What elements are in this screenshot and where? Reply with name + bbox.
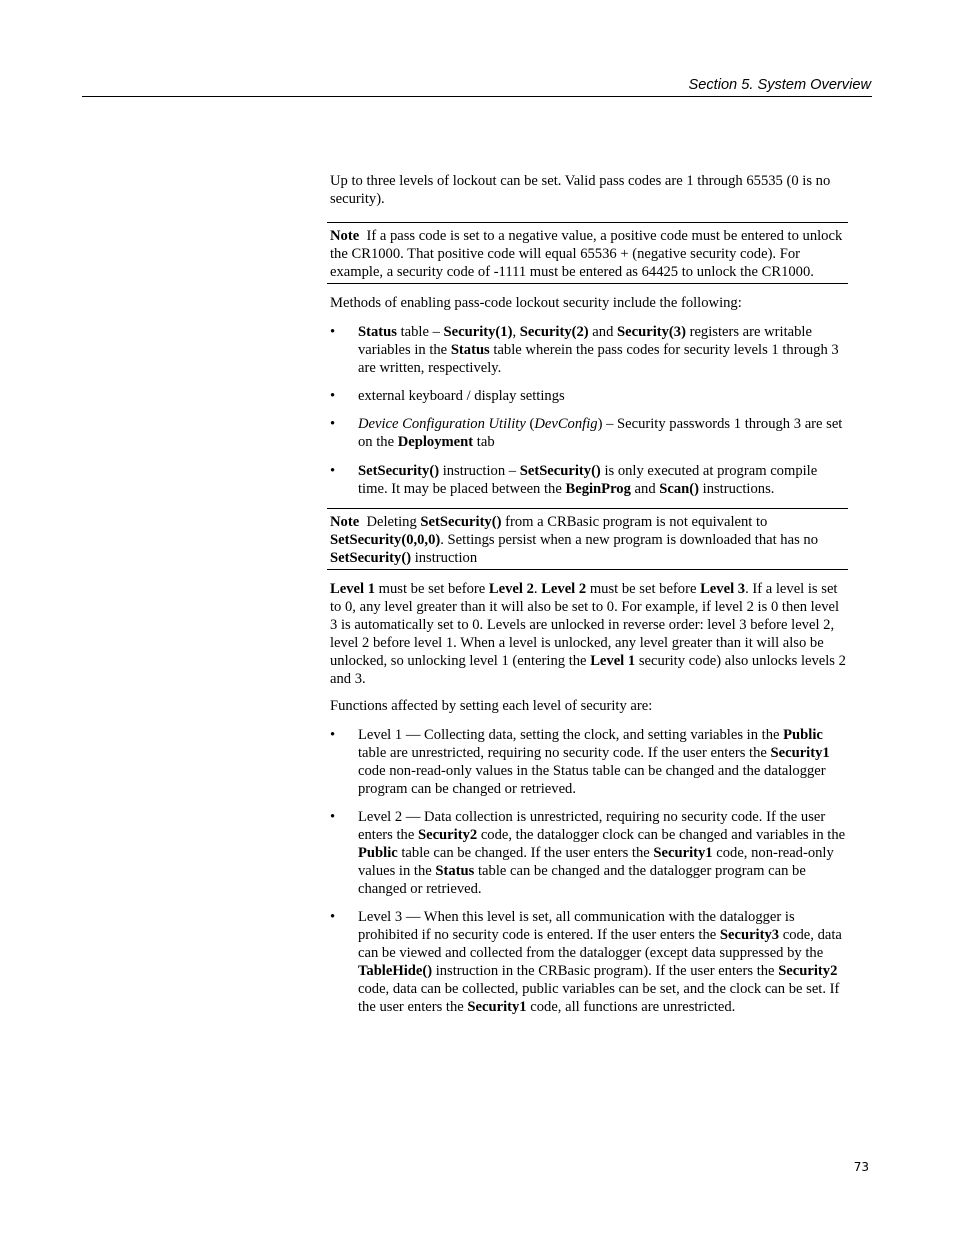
list-item: • SetSecurity() instruction – SetSecurity() is only executed at program compile time. It may be placed between the BeginProg and Scan() instructions. [330, 463, 818, 497]
list-item: • Device Configuration Utility (DevConfig) – Security passwords 1 through 3 are set on the Deployment tab [330, 416, 843, 450]
header-rule [82, 96, 872, 97]
list-item: • Level 3 — When this level is set, all communication with the datalogger is prohibited if no security code is entered. If the user enters the Security3 code, data can be viewed and collected from the datalogger (except data suppressed by the TableHide() instruction in the CRBasic program). If the user enters the Security2 code, data can be collected, public variables can be set, and the clock can be set. If the user enters the Security1 code, all functions are unrestricted. [330, 909, 842, 1015]
levels-paragraph: Level 1 must be set before Level 2. Level 2 must be set before Level 3. If a level is set to 0, any level greater than it will also be set to 0. For example, if level 2 is 0 then level 3 is automatically set to 0. Levels are unlocked in reverse order: level 3 before level 2, level 2 before level 1. When a level is unlocked, any level greater than it will also be unlocked, so unlocking level 1 (entering the Level 1 security code) also unlocks levels 2 and 3. [330, 581, 846, 687]
bullet: • [330, 324, 336, 340]
intro-paragraph: Up to three levels of lockout can be set. Valid pass codes are 1 through 65535 (0 is no security). [330, 173, 831, 207]
note-text [330, 227, 845, 281]
list-item: • Status table – Security(1), Security(2) and Security(3) registers are writable variables in the Status table wherein the pass codes for security levels 1 through 3 are written, respectively. [330, 324, 839, 376]
bullet: • [330, 463, 336, 479]
bullet: • [330, 416, 336, 432]
list-item: • external keyboard / display settings [330, 388, 565, 404]
note-label: Note [330, 514, 360, 530]
note-body: If a pass code is set to a negative value, a positive code must be entered to unlock the CR1000. That positive code will equal 65536 + (negative security code). For example, a security code of -1111 must be entered as 64425 to unlock the CR1000. [330, 228, 843, 280]
note-label: Note [330, 228, 360, 244]
list-item: • Level 2 — Data collection is unrestricted, requiring no security code. If the user enters the Security2 code, the datalogger clock can be changed and variables in the Public table can be changed. If the user enters the Security1 code, non-read-only values in the Status table can be changed and the datalogger program can be changed or retrieved. [330, 809, 846, 897]
bullet: • [330, 727, 336, 743]
note-box-setsecurity [327, 508, 848, 570]
methods-intro: Methods of enabling pass-code lockout security include the following: [330, 295, 742, 311]
note-text: Note Deleting SetSecurity() from a CRBasic program is not equivalent to SetSecurity(0,0,0). Settings persist when a new program is downloaded that has no SetSecurity() instruction [330, 514, 818, 566]
list-item: • Level 1 — Collecting data, setting the clock, and setting variables in the Public table are unrestricted, requiring no security code. If the user enters the Security1 code non-read-only values in the Status table can be changed and the datalogger program can be changed or retrieved. [330, 727, 830, 797]
bullet: • [330, 809, 336, 825]
section-header: Section 5. System Overview [688, 77, 871, 93]
methods-list [330, 323, 848, 498]
functions-list [330, 726, 848, 1016]
page-number: 73 [853, 1160, 869, 1174]
bullet: • [330, 388, 336, 404]
functions-intro: Functions affected by setting each level of security are: [330, 698, 653, 714]
page-content [330, 172, 848, 1016]
bullet: • [330, 909, 336, 925]
note-box-negative-code [327, 222, 848, 284]
